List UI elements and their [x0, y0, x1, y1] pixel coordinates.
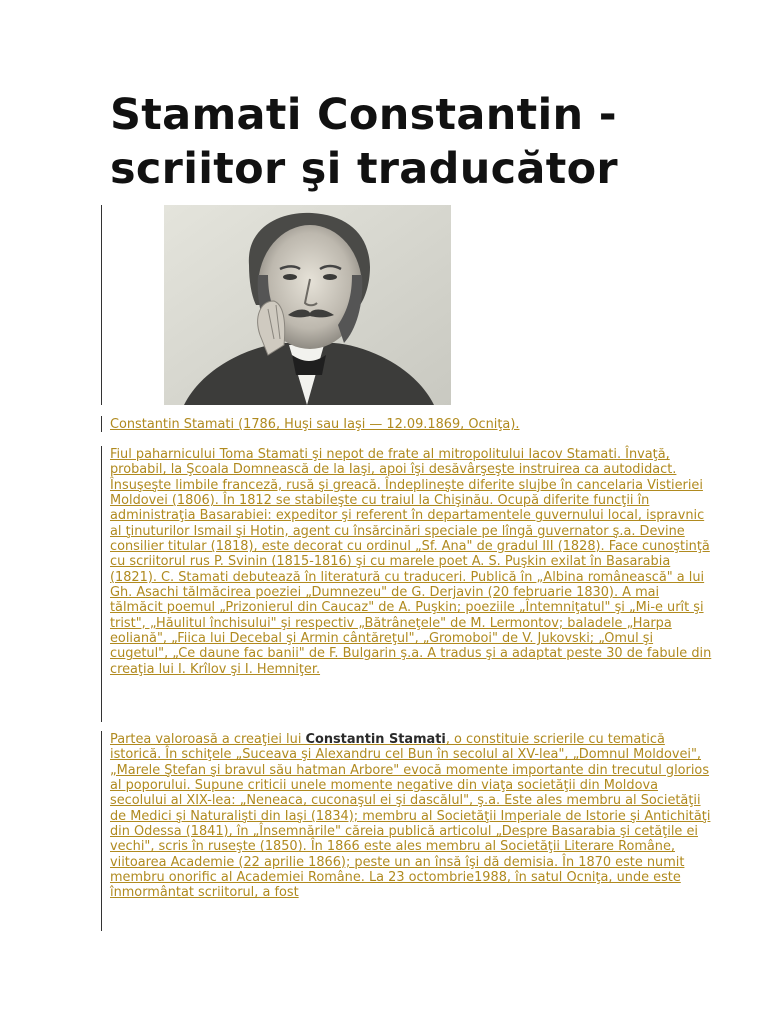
document-title: Stamati Constantin - scriitor şi traducător: [110, 90, 618, 194]
left-rule: [101, 205, 102, 405]
biography-paragraph-1[interactable]: Fiul paharnicului Toma Stamati şi nepot de frate al mitropolitului Iacov Stamati. Învaţă, probabil, la Şcoala Domnească de la Iaşi, apoi îşi desăvârşeşte instruirea ca autodidact. Însuşeşte limbile franceză, rusă şi greacă. Îndeplineşte diferite slujbe în cancelaria Vistieriei Moldovei (1806). În 1812 se stabileşte cu traiul la Chişinău. Ocupă diferite funcţii în administraţia Basarabiei: expeditor şi referent în departamentele guvernului local, ispravnic al ţinuturilor Ismail şi Hotin, agent cu însărcinări speciale pe lîngă guvernator ş.a. Devine consilier titular (1818), este decorat cu ordinul „Sf. Ana" de gradul III (1828). Face cunoştinţă cu scriitorul rus P. Svinin (1815-1816) şi cu marele poet A. S. Puşkin exilat în Basarabia (1821). C. Stamati debutează în literatură cu traduceri. Publică în „Albina românească" a lui Gh. Asachi tălmăcirea poeziei „Dumnezeu" de G. Derjavin (20 februarie 1830). A mai tălmăcit poemul „Prizonierul din Caucaz" de A. Puşkin; poeziile „Întemniţatul" şi „Mi-e urît şi trist", „Hăulitul închisului" şi respectiv „Bătrâneţele" de M. Lermontov; baladele „Harpa eoliană", „Fiica lui Decebal şi Armin cântăreţul", „Gromoboi" de V. Jukovski; „Omul şi cugetul", „Ce daune fac banii" de F. Bulgarin ş.a. A tradus şi a adaptat peste 30 de fabule din creaţia lui I. Krîlov şi I. Hemniţer.: [110, 447, 712, 677]
paragraph-2-text-after[interactable]: , o constituie scrierile cu tematică istorică. În schiţele „Suceava şi Alexandru cel Bun în secolul al XV-lea", „Domnul Moldovei", „Marele Ştefan şi bravul său hatman Arbore" evocă momente importante din trecutul glorios al poporului. Supune criticii unele momente negative din viaţa societăţii din Moldova secolului al XIX-lea: „Neneaca, cuconaşul ei şi dascălul", ş.a. Este ales membru al Societăţii de Medici şi Naturalişti din Iaşi (1834); membru al Societăţii Imperiale de Istorie şi Antichităţi din Odessa (1841), în „Însemnările" căreia publică articolul „Despre Basarabia şi cetăţile ei vechi", scris în ruseşte (1850). În 1866 este ales membru al Societăţii Literare Române, viitoarea Academie (22 aprilie 1866); peste un an însă îşi dă demisia. În 1870 este numit membru onorific al Academiei Române. La 23 octombrie1988, în satul Ocniţa, unde este înmormântat scriitorul, a fost: [110, 732, 711, 901]
left-rule: [101, 446, 102, 722]
author-name-bold[interactable]: Constantin Stamati: [305, 732, 446, 747]
biography-paragraph-2[interactable]: [110, 732, 715, 901]
left-rule: [101, 731, 102, 931]
left-rule: [101, 416, 102, 432]
paragraph-2-text-before[interactable]: Partea valoroasă a creaţiei lui: [110, 732, 306, 747]
portrait-engraving: [164, 205, 451, 405]
portrait-image: [164, 205, 451, 405]
caption-link[interactable]: Constantin Stamati (1786, Huşi sau Iaşi — 12.09.1869, Ocniţa).: [110, 417, 520, 432]
